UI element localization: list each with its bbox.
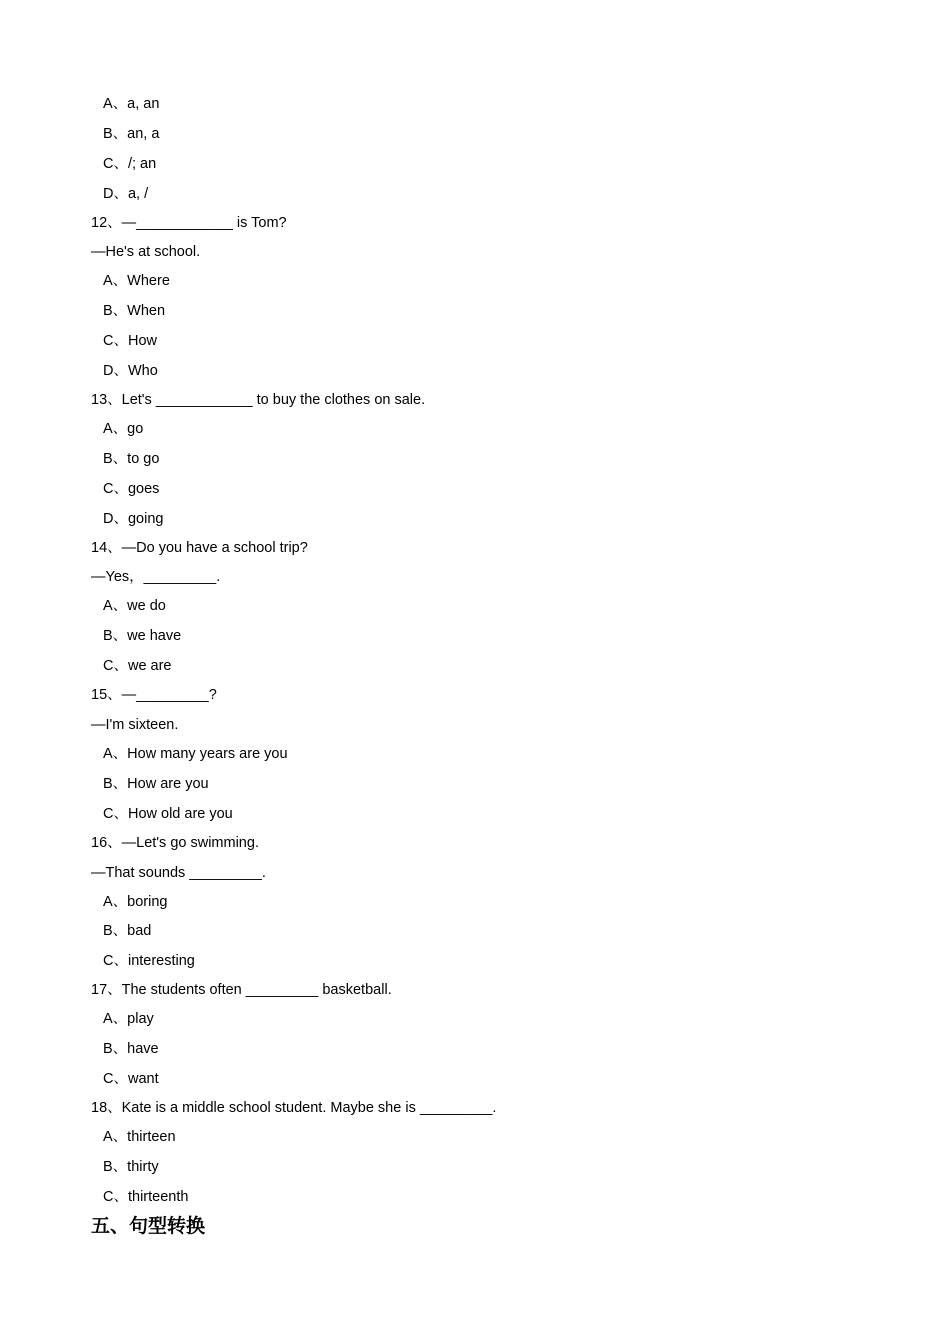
q11-option-d: D、a, / xyxy=(103,186,149,202)
q17-option-c: C、want xyxy=(103,1071,159,1087)
q12-response: —He's at school. xyxy=(91,244,201,260)
q17-option-a: A、play xyxy=(103,1011,154,1027)
q17-prompt: 17、The students often _________ basketball. xyxy=(91,982,392,998)
q12-prompt: 12、—____________ is Tom? xyxy=(91,215,287,231)
q16-option-a: A、boring xyxy=(103,894,168,910)
q15-option-a: A、How many years are you xyxy=(103,746,288,762)
section-heading: 五、句型转换 xyxy=(91,1215,206,1237)
q13-prompt: 13、Let's ____________ to buy the clothes on sale. xyxy=(91,392,426,408)
q14-option-b: B、we have xyxy=(103,628,182,644)
q18-option-c: C、thirteenth xyxy=(103,1189,189,1205)
q14-response: —Yes，_________. xyxy=(91,569,221,585)
q12-option-c: C、How xyxy=(103,333,157,349)
q12-option-a: A、Where xyxy=(103,273,170,289)
q15-option-c: C、How old are you xyxy=(103,806,233,822)
q15-option-b: B、How are you xyxy=(103,776,209,792)
q13-option-a: A、go xyxy=(103,421,144,437)
q16-prompt: 16、—Let's go swimming. xyxy=(91,835,259,851)
q11-option-b: B、an, a xyxy=(103,126,160,142)
q14-option-a: A、we do xyxy=(103,598,166,614)
q13-option-c: C、goes xyxy=(103,481,160,497)
q11-option-c: C、/; an xyxy=(103,156,157,172)
q17-option-b: B、have xyxy=(103,1041,159,1057)
q12-option-b: B、When xyxy=(103,303,166,319)
q15-prompt: 15、—_________? xyxy=(91,687,217,703)
q16-option-c: C、interesting xyxy=(103,953,195,969)
q18-option-b: B、thirty xyxy=(103,1159,159,1175)
q14-option-c: C、we are xyxy=(103,658,172,674)
q16-option-b: B、bad xyxy=(103,923,152,939)
q14-prompt: 14、—Do you have a school trip? xyxy=(91,540,308,556)
q11-option-a: A、a, an xyxy=(103,96,160,112)
q15-response: —I'm sixteen. xyxy=(91,717,179,733)
q16-response: —That sounds _________. xyxy=(91,865,266,881)
q18-prompt: 18、Kate is a middle school student. Maybe she is _________. xyxy=(91,1100,497,1116)
q13-option-b: B、to go xyxy=(103,451,160,467)
q18-option-a: A、thirteen xyxy=(103,1129,176,1145)
q13-option-d: D、going xyxy=(103,511,164,527)
q12-option-d: D、Who xyxy=(103,363,158,379)
